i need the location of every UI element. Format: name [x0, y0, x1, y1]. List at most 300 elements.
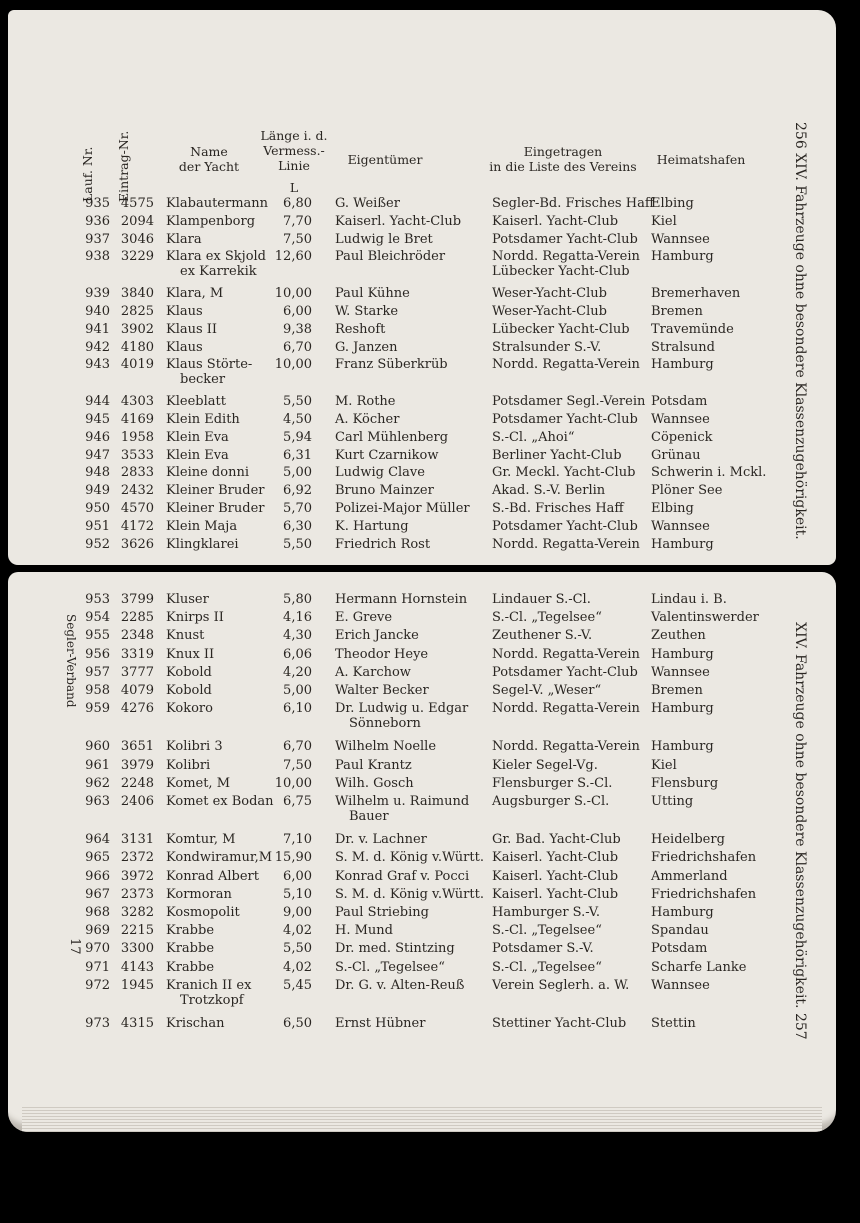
cell-verein: S.-Cl. „Ahoi“	[492, 429, 575, 445]
cell-yacht-name: Kleiner Bruder	[166, 501, 265, 516]
table-row	[78, 869, 778, 887]
cell-laenge: 6,70	[283, 339, 312, 355]
table-row	[78, 304, 778, 322]
cell-eintrag-nr: 2215	[120, 923, 154, 939]
cell-eigentuemer: K. Hartung	[335, 518, 409, 534]
table-row	[78, 592, 778, 610]
cell-lauf-nr: 944	[85, 394, 110, 410]
cell-eigentuemer: S. M. d. König v.Württ.	[335, 886, 484, 902]
cell-yacht-name: Kosmopolit	[166, 905, 240, 920]
cell-verein: Berliner Yacht-Club	[492, 447, 622, 463]
cell-heimatshafen: Spandau	[651, 923, 709, 939]
cell-eigentuemer: Dr. v. Lachner	[335, 832, 427, 848]
cell-lauf-nr: 971	[85, 959, 110, 975]
cell-eigentuemer: E. Greve	[335, 610, 393, 626]
cell-yacht-name: Knust	[166, 628, 205, 644]
cell-lauf-nr: 937	[85, 231, 110, 247]
cell-yacht-name: Klein Eva	[166, 447, 229, 463]
cell-eintrag-nr: 4180	[120, 339, 154, 355]
cell-heimatshafen: Lindau i. B.	[651, 592, 727, 607]
cell-verein: Gr. Meckl. Yacht-Club	[492, 465, 636, 481]
cell-laenge: 6,10	[283, 701, 312, 717]
table-row	[78, 394, 778, 412]
cell-laenge: 12,60	[274, 249, 312, 265]
cell-verein: Kaiserl. Yacht-Club	[492, 850, 619, 866]
cell-eintrag-nr: 2248	[120, 775, 154, 791]
cell-lauf-nr: 969	[85, 923, 110, 939]
cell-verein: Segel-V. „Weser“	[492, 683, 602, 698]
cell-heimatshafen: Travemünde	[651, 321, 734, 337]
cell-lauf-nr: 936	[85, 213, 110, 229]
cell-heimatshafen: Hamburg	[651, 357, 714, 373]
cell-heimatshafen: Potsdam	[651, 394, 708, 410]
table-row	[78, 196, 778, 214]
cell-laenge: 15,90	[274, 850, 312, 866]
table-row	[78, 322, 778, 340]
cell-eintrag-nr: 2373	[120, 886, 154, 902]
table-row	[78, 214, 778, 232]
cell-eigentuemer: Franz Süberkrüb	[335, 357, 448, 373]
header-lauf-nr: Lauf. Nr.	[80, 146, 95, 202]
cell-lauf-nr: 943	[85, 357, 110, 373]
cell-eintrag-nr: 3046	[120, 231, 154, 247]
cell-eigentuemer: Dr. Ludwig u. Edgar	[335, 701, 469, 717]
cell-eintrag-nr: 2094	[120, 213, 154, 229]
cell-eigentuemer: Theodor Heye	[335, 646, 429, 662]
cell-verein: Lindauer S.-Cl.	[492, 592, 591, 607]
cell-eintrag-nr: 3319	[120, 646, 154, 662]
cell-lauf-nr: 963	[85, 794, 110, 809]
cell-eintrag-nr: 3626	[120, 536, 154, 552]
cell-lauf-nr: 941	[85, 321, 110, 337]
cell-eintrag-nr: 4575	[120, 196, 154, 211]
table-row	[78, 647, 778, 665]
cell-heimatshafen: Stralsund	[651, 339, 715, 355]
cell-eintrag-nr: 3902	[120, 321, 154, 337]
cell-eintrag-nr: 4172	[120, 518, 154, 534]
cell-heimatshafen: Elbing	[651, 501, 694, 516]
cell-eigentuemer: H. Mund	[335, 923, 393, 939]
cell-lauf-nr: 972	[85, 977, 110, 993]
cell-verein: S.-Bd. Frisches Haff	[492, 501, 624, 516]
cell-yacht-name: Kolibri 3	[166, 739, 223, 755]
table-row	[78, 483, 778, 501]
cell-eintrag-nr: 4169	[120, 412, 154, 427]
cell-yacht-name: Klingklarei	[166, 536, 239, 552]
cell-eintrag-nr: 1945	[120, 977, 154, 993]
cell-yacht-name: Konrad Albert	[166, 868, 259, 884]
cell-heimatshafen: Friedrichshafen	[651, 850, 757, 866]
table-row	[78, 340, 778, 358]
table-row	[78, 665, 778, 683]
cell-lauf-nr: 965	[85, 850, 110, 866]
cell-verein: Flensburger S.-Cl.	[492, 775, 613, 791]
cell-laenge: 10,00	[274, 357, 312, 373]
cell-lauf-nr: 955	[85, 628, 110, 644]
table-row	[78, 739, 778, 757]
header-laenge-symbol: L	[289, 180, 299, 195]
cell-laenge: 5,00	[283, 683, 312, 698]
cell-eintrag-nr: 3840	[120, 286, 154, 302]
cell-eintrag-nr: 3229	[120, 249, 154, 265]
cell-lauf-nr: 950	[85, 501, 110, 516]
cell-name-continued: Trotzkopf	[180, 992, 244, 1008]
cell-heimatshafen: Friedrichshafen	[651, 886, 757, 902]
cell-heimatshafen: Wannsee	[651, 518, 710, 534]
cell-lauf-nr: 938	[85, 249, 110, 265]
cell-verein: Lübecker Yacht-Club	[492, 321, 630, 337]
cell-heimatshafen: Wannsee	[651, 664, 710, 680]
cell-name-continued: becker	[180, 372, 226, 388]
cell-laenge: 6,75	[283, 794, 312, 809]
cell-verein: Nordd. Regatta-Verein	[492, 249, 640, 265]
cell-heimatshafen: Heidelberg	[651, 832, 725, 848]
cell-laenge: 6,50	[283, 1016, 312, 1031]
cell-laenge: 5,50	[283, 394, 312, 410]
cell-eintrag-nr: 3282	[120, 905, 154, 920]
cell-heimatshafen: Wannsee	[651, 977, 710, 993]
cell-heimatshafen: Flensburg	[651, 775, 719, 791]
cell-eigentuemer: Ludwig Clave	[335, 465, 425, 481]
cell-lauf-nr: 959	[85, 701, 110, 717]
cell-eigentuemer: W. Starke	[335, 304, 399, 319]
cell-eintrag-nr: 3131	[120, 832, 154, 848]
cell-lauf-nr: 958	[85, 683, 110, 698]
cell-laenge: 9,38	[283, 321, 312, 337]
cell-verein: Stralsunder S.-V.	[492, 339, 602, 355]
cell-verein: Segler-Bd. Frisches Haff	[492, 196, 655, 211]
cell-heimatshafen: Bremen	[651, 304, 703, 319]
cell-laenge: 5,45	[283, 977, 312, 993]
cell-eintrag-nr: 4143	[120, 959, 154, 975]
cell-heimatshafen: Schwerin i. Mckl.	[651, 465, 767, 481]
cell-eigentuemer: Kaiserl. Yacht-Club	[335, 213, 462, 229]
cell-verein: Stettiner Yacht-Club	[492, 1016, 627, 1031]
cell-owner-continued: Sönneborn	[349, 716, 421, 732]
table-row	[78, 832, 778, 850]
cell-eintrag-nr: 2432	[120, 483, 154, 499]
cell-eigentuemer: Wilhelm u. Raimund	[335, 794, 470, 809]
cell-lauf-nr: 960	[85, 739, 110, 755]
cell-verein: Potsdamer Yacht-Club	[492, 231, 638, 247]
cell-heimatshafen: Hamburg	[651, 905, 714, 920]
cell-verein: Potsdamer S.-V.	[492, 941, 594, 957]
cell-verein: Augsburger S.-Cl.	[492, 794, 610, 809]
page-edge	[22, 1106, 822, 1132]
table-row	[78, 430, 778, 448]
header-eigentuemer: Eigentümer	[347, 152, 423, 167]
cell-yacht-name: Krischan	[166, 1016, 225, 1031]
cell-verein-continued: Lübecker Yacht-Club	[492, 264, 630, 280]
cell-heimatshafen: Stettin	[651, 1016, 696, 1031]
cell-yacht-name: Komet ex Bodan	[166, 794, 274, 809]
cell-lauf-nr: 947	[85, 447, 110, 463]
cell-heimatshafen: Hamburg	[651, 701, 714, 717]
cell-lauf-nr: 954	[85, 610, 110, 626]
table-row	[78, 501, 778, 519]
table-row	[78, 448, 778, 466]
cell-eintrag-nr: 4276	[120, 701, 154, 717]
cell-lauf-nr: 961	[85, 757, 110, 773]
table-row	[78, 683, 778, 701]
cell-lauf-nr: 953	[85, 592, 110, 607]
cell-laenge: 5,10	[283, 886, 312, 902]
cell-eintrag-nr: 2825	[120, 304, 154, 319]
cell-eintrag-nr: 3972	[120, 868, 154, 884]
cell-heimatshafen: Plöner See	[651, 483, 723, 499]
cell-verein: Potsdamer Yacht-Club	[492, 518, 638, 534]
page-257	[8, 572, 836, 1132]
cell-yacht-name: Komet, M	[166, 775, 231, 791]
table-row	[78, 232, 778, 250]
cell-laenge: 9,00	[283, 905, 312, 920]
cell-laenge: 5,70	[283, 501, 312, 516]
cell-yacht-name: Knirps II	[166, 610, 224, 626]
cell-heimatshafen: Kiel	[651, 757, 677, 773]
cell-eigentuemer: Friedrich Rost	[335, 536, 431, 552]
table-row	[78, 941, 778, 959]
cell-eintrag-nr: 3300	[120, 941, 154, 957]
cell-eigentuemer: G. Janzen	[335, 339, 398, 355]
cell-eintrag-nr: 3979	[120, 757, 154, 773]
cell-eintrag-nr: 2406	[120, 794, 154, 809]
cell-eigentuemer: Paul Kühne	[335, 286, 410, 302]
cell-heimatshafen: Grünau	[651, 447, 701, 463]
cell-yacht-name: Kondwiramur,M	[166, 850, 273, 866]
cell-laenge: 7,10	[283, 832, 312, 848]
cell-lauf-nr: 966	[85, 868, 110, 884]
page-256	[8, 10, 836, 565]
cell-eigentuemer: Paul Krantz	[335, 757, 412, 773]
cell-yacht-name: Klaus Störte-	[166, 357, 253, 373]
cell-laenge: 4,20	[283, 664, 312, 680]
cell-verein: Kaiserl. Yacht-Club	[492, 868, 619, 884]
cell-eintrag-nr: 4315	[120, 1016, 154, 1031]
table-row	[78, 286, 778, 304]
cell-yacht-name: Klampenborg	[166, 213, 256, 229]
cell-laenge: 4,50	[283, 412, 312, 427]
cell-eintrag-nr: 4019	[120, 357, 154, 373]
cell-verein: Nordd. Regatta-Verein	[492, 646, 640, 662]
cell-lauf-nr: 945	[85, 412, 110, 427]
cell-eintrag-nr: 2372	[120, 850, 154, 866]
header-eingetragen: Eingetragen in die Liste des Vereins	[489, 144, 637, 174]
cell-yacht-name: Klaus II	[166, 321, 218, 337]
cell-eigentuemer: Erich Jancke	[335, 628, 419, 644]
cell-eintrag-nr: 2285	[120, 610, 154, 626]
cell-lauf-nr: 967	[85, 886, 110, 902]
cell-verein: Potsdamer Yacht-Club	[492, 412, 638, 427]
cell-verein: S.-Cl. „Tegelsee“	[492, 923, 602, 939]
cell-heimatshafen: Hamburg	[651, 249, 714, 265]
cell-heimatshafen: Ammerland	[651, 868, 728, 884]
cell-eintrag-nr: 4570	[120, 501, 154, 516]
cell-laenge: 5,50	[283, 941, 312, 957]
cell-laenge: 10,00	[274, 775, 312, 791]
cell-eigentuemer: Konrad Graf v. Pocci	[335, 868, 470, 884]
cell-yacht-name: Kokoro	[166, 701, 213, 717]
cell-yacht-name: Klaus	[166, 304, 203, 319]
cell-eigentuemer: Ernst Hübner	[335, 1016, 426, 1031]
cell-laenge: 7,50	[283, 757, 312, 773]
cell-verein: Nordd. Regatta-Verein	[492, 357, 640, 373]
cell-verein: Nordd. Regatta-Verein	[492, 536, 640, 552]
running-head-257: XIV. Fahrzeuge ohne besondere Klassenzugehörigkeit. 257	[792, 622, 808, 1040]
table-row	[78, 628, 778, 646]
cell-eigentuemer: S.-Cl. „Tegelsee“	[335, 959, 445, 975]
cell-laenge: 7,70	[283, 213, 312, 229]
header-heimatshafen: Heimatshafen	[656, 152, 746, 167]
table-row	[78, 923, 778, 941]
cell-lauf-nr: 935	[85, 196, 110, 211]
cell-heimatshafen: Bremerhaven	[651, 286, 741, 302]
table-row	[78, 776, 778, 794]
cell-heimatshafen: Bremen	[651, 683, 703, 698]
cell-yacht-name: Kolibri	[166, 757, 211, 773]
cell-yacht-name: Krabbe	[166, 923, 215, 939]
cell-yacht-name: Klein Maja	[166, 518, 238, 534]
header-laenge: Länge i. d. Vermess.- Linie	[260, 128, 328, 173]
cell-eigentuemer: Hermann Hornstein	[335, 592, 468, 607]
cell-eintrag-nr: 4303	[120, 394, 154, 410]
cell-eintrag-nr: 3777	[120, 664, 154, 680]
cell-eigentuemer: Polizei-Major Müller	[335, 501, 470, 516]
cell-lauf-nr: 968	[85, 905, 110, 920]
cell-laenge: 5,94	[283, 429, 312, 445]
cell-yacht-name: Kormoran	[166, 886, 232, 902]
cell-eintrag-nr: 3651	[120, 739, 154, 755]
table-row	[78, 905, 778, 923]
cell-laenge: 4,02	[283, 923, 312, 939]
cell-verein: Hamburger S.-V.	[492, 905, 600, 920]
cell-eigentuemer: Dr. med. Stintzing	[335, 941, 455, 957]
cell-lauf-nr: 939	[85, 286, 110, 302]
cell-lauf-nr: 970	[85, 941, 110, 957]
table-row	[78, 537, 778, 555]
cell-laenge: 5,50	[283, 536, 312, 552]
cell-yacht-name: Kluser	[166, 592, 209, 607]
cell-heimatshafen: Hamburg	[651, 739, 714, 755]
table-row	[78, 412, 778, 430]
cell-eigentuemer: Wilhelm Noelle	[335, 739, 437, 755]
cell-eigentuemer: G. Weißer	[335, 196, 400, 211]
cell-laenge: 5,00	[283, 465, 312, 481]
cell-verein: Potsdamer Yacht-Club	[492, 664, 638, 680]
cell-eigentuemer: Carl Mühlenberg	[335, 429, 449, 445]
cell-eigentuemer: Walter Becker	[335, 683, 429, 698]
cell-eigentuemer: M. Rothe	[335, 394, 396, 410]
cell-yacht-name: Kobold	[166, 664, 212, 680]
cell-lauf-nr: 956	[85, 646, 110, 662]
cell-yacht-name: Krabbe	[166, 941, 215, 957]
cell-heimatshafen: Elbing	[651, 196, 694, 211]
cell-lauf-nr: 948	[85, 465, 110, 481]
table-row	[78, 758, 778, 776]
cell-verein: Verein Seglerh. a. W.	[492, 977, 630, 993]
cell-yacht-name: Knux II	[166, 646, 215, 662]
table-row	[78, 465, 778, 483]
cell-laenge: 6,92	[283, 483, 312, 499]
cell-eigentuemer: Reshoft	[335, 321, 386, 337]
cell-heimatshafen: Zeuthen	[651, 628, 706, 644]
cell-heimatshafen: Hamburg	[651, 646, 714, 662]
cell-lauf-nr: 962	[85, 775, 110, 791]
cell-eintrag-nr: 1958	[120, 429, 154, 445]
cell-laenge: 7,50	[283, 231, 312, 247]
cell-heimatshafen: Valentinswerder	[651, 610, 759, 626]
cell-eintrag-nr: 4079	[120, 683, 154, 698]
cell-yacht-name: Komtur, M	[166, 832, 236, 848]
cell-lauf-nr: 951	[85, 518, 110, 534]
cell-name-continued: ex Karrekik	[180, 264, 257, 280]
cell-yacht-name: Klaus	[166, 339, 203, 355]
cell-verein: Gr. Bad. Yacht-Club	[492, 832, 621, 848]
cell-yacht-name: Kleiner Bruder	[166, 483, 265, 499]
cell-verein: Zeuthener S.-V.	[492, 628, 593, 644]
table-row	[78, 1016, 778, 1034]
cell-lauf-nr: 952	[85, 536, 110, 552]
cell-lauf-nr: 946	[85, 429, 110, 445]
cell-yacht-name: Klein Edith	[166, 412, 240, 427]
cell-yacht-name: Klara, M	[166, 286, 224, 302]
cell-verein: S.-Cl. „Tegelsee“	[492, 610, 602, 626]
cell-yacht-name: Klara	[166, 231, 202, 247]
cell-eigentuemer: Paul Striebing	[335, 905, 429, 920]
cell-yacht-name: Klein Eva	[166, 429, 229, 445]
cell-laenge: 4,30	[283, 628, 312, 644]
cell-verein: Weser-Yacht-Club	[492, 286, 607, 302]
cell-yacht-name: Kleine donni	[166, 465, 249, 481]
cell-eigentuemer: Wilh. Gosch	[335, 775, 414, 791]
cell-laenge: 6,80	[283, 196, 312, 211]
cell-heimatshafen: Cöpenick	[651, 429, 713, 445]
table-row	[78, 701, 778, 719]
cell-laenge: 6,00	[283, 304, 312, 319]
table-row	[78, 519, 778, 537]
cell-heimatshafen: Kiel	[651, 213, 677, 229]
cell-heimatshafen: Potsdam	[651, 941, 708, 957]
cell-heimatshafen: Utting	[651, 794, 694, 809]
cell-heimatshafen: Scharfe Lanke	[651, 959, 747, 975]
cell-eintrag-nr: 2833	[120, 465, 154, 481]
cell-verein: Nordd. Regatta-Verein	[492, 739, 640, 755]
header-eintrag-nr: Eintrag-Nr.	[116, 130, 131, 202]
table-row	[78, 960, 778, 978]
cell-eintrag-nr: 2348	[120, 628, 154, 644]
cell-laenge: 6,31	[283, 447, 312, 463]
cell-yacht-name: Klabautermann	[166, 196, 269, 211]
cell-eigentuemer: A. Karchow	[335, 664, 411, 680]
cell-heimatshafen: Wannsee	[651, 231, 710, 247]
cell-yacht-name: Klara ex Skjold	[166, 249, 266, 265]
cell-yacht-name: Kranich II ex	[166, 977, 252, 993]
running-head-256: 256 XIV. Fahrzeuge ohne besondere Klassenzugehörigkeit.	[792, 122, 808, 540]
cell-lauf-nr: 940	[85, 304, 110, 319]
cell-laenge: 4,16	[283, 610, 312, 626]
cell-verein: Kaiserl. Yacht-Club	[492, 886, 619, 902]
cell-laenge: 6,00	[283, 868, 312, 884]
cell-verein: Potsdamer Segl.-Verein	[492, 394, 646, 410]
cell-eintrag-nr: 3533	[120, 447, 154, 463]
cell-lauf-nr: 942	[85, 339, 110, 355]
cell-eigentuemer: S. M. d. König v.Württ.	[335, 850, 484, 866]
cell-laenge: 6,30	[283, 518, 312, 534]
cell-lauf-nr: 949	[85, 483, 110, 499]
cell-eigentuemer: Dr. G. v. Alten-Reuß	[335, 977, 465, 993]
cell-eigentuemer: Ludwig le Bret	[335, 231, 433, 247]
cell-verein: Kieler Segel-Vg.	[492, 757, 598, 773]
cell-owner-continued: Bauer	[349, 809, 389, 824]
